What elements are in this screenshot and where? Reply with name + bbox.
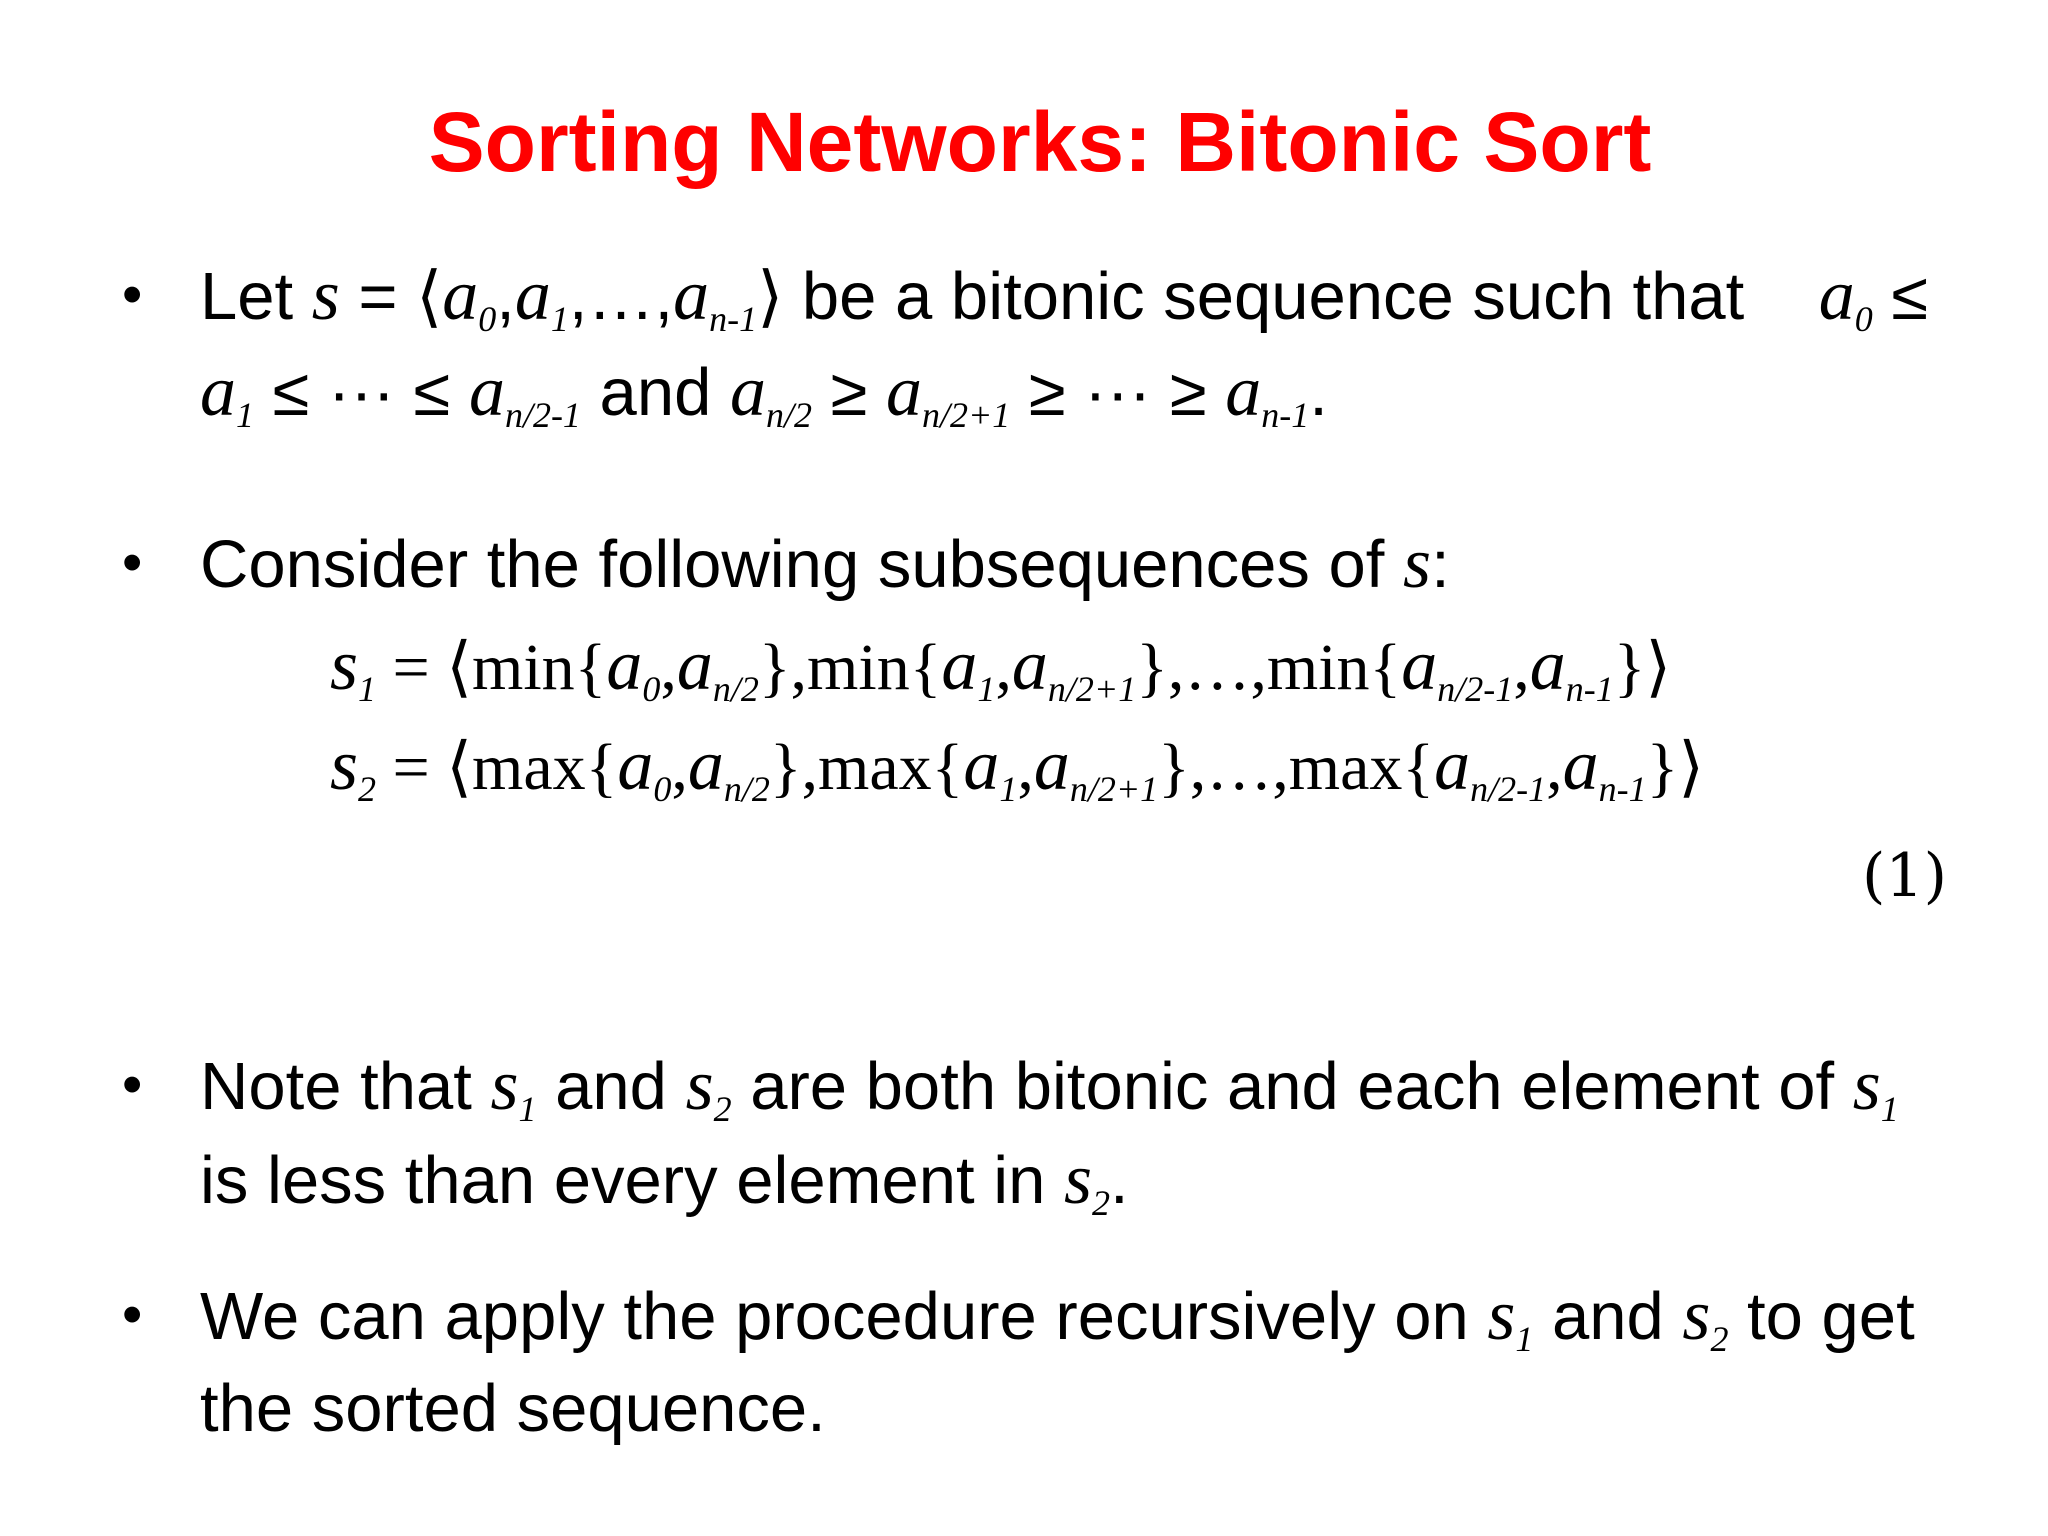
equation-s1: $s_1$ = $⟨\min\{a_0,a_{n/2}\},\min\{a_1,a_{n/2+1}\},\dots,\min\{a_{n/2-1},a_{n-1}\}⟩$: [330, 625, 1672, 709]
bullet-3-line-2: is less than every element in $s_2$.: [200, 1139, 1129, 1223]
equation-s2: $s_2$ = $⟨\max\{a_0,a_{n/2}\},\max\{a_1,a_{n/2+1}\},\dots,\max\{a_{n/2-1},a_{n-1}\}⟩$: [330, 725, 1705, 809]
bullet-marker: •: [122, 262, 143, 327]
bullet-1-line-2: $a_1$ ≤ ··· ≤ $a_{n/2-1}$ and $a_{n/2} \ge a_{n/2+1}$ ≥ ··· ≥ $a_{n-1}$.: [200, 351, 1328, 435]
bullet-4-line-1: We can apply the procedure recursively on $s_1$ and $s_2$ to get: [200, 1275, 1915, 1359]
equation-number: (1): [1862, 841, 1947, 911]
bullet-marker: •: [122, 1282, 143, 1347]
bullet-marker: •: [122, 1052, 143, 1117]
bullet-2-line-1: Consider the following subsequences of s:: [200, 523, 1450, 603]
slide-title: Sorting Networks: Bitonic Sort: [428, 95, 1652, 189]
bullet-1-line-1: Let $s = ⟨a_0,a_1,\dots,a_{n-1}⟩$ be a bitonic sequence such that $a_0$ ≤: [200, 255, 1929, 339]
bullet-4-line-2: the sorted sequence.: [200, 1371, 826, 1446]
bullet-marker: •: [122, 530, 143, 595]
bullet-3-line-1: Note that $s_1$ and $s_2$ are both bitonic and each element of $s_1$: [200, 1045, 1899, 1129]
